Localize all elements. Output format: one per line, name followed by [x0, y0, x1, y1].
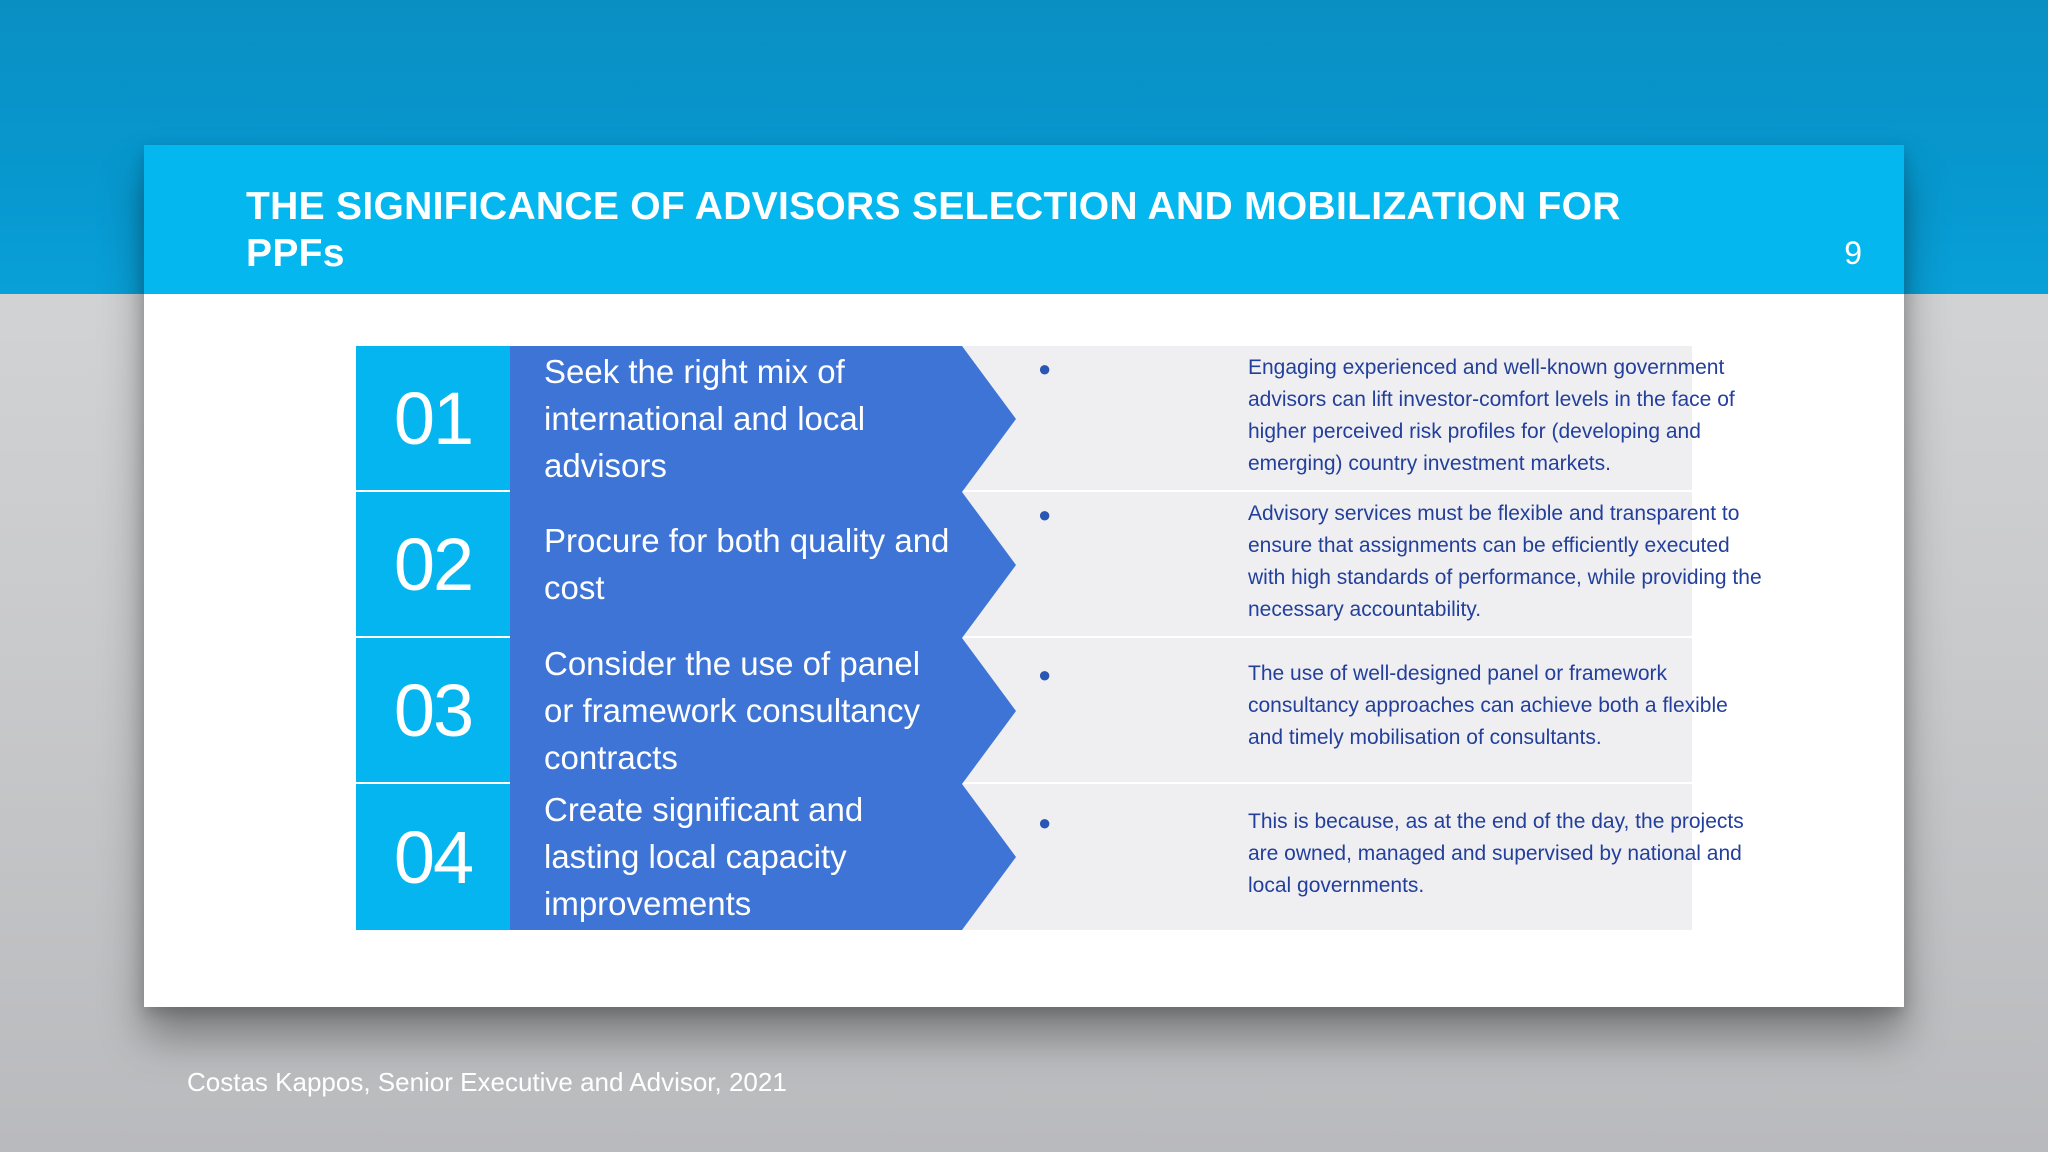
advisor-steps: [356, 346, 1762, 930]
step-row-03: [356, 638, 1728, 784]
slide-number: 9: [1844, 235, 1862, 271]
footer-credit: Costas Kappos, Senior Executive and Advisor, 2021: [187, 1067, 787, 1097]
step-description: Advisory services must be flexible and transparent to ensure that assignments can be efficiently executed with high standards of performance, while providing the necessary accountability.: [1248, 502, 1762, 621]
step-label: Consider the use of panel or framework consultancy contracts: [544, 644, 921, 776]
step-label: Procure for both quality and cost: [544, 522, 950, 606]
bullet-icon: ●: [1038, 662, 1052, 687]
step-description: The use of well-designed panel or framework consultancy approaches can achieve both a flexible and timely mobilisation of consultants.: [1248, 662, 1728, 749]
slide-title: THE SIGNIFICANCE OF ADVISORS SELECTION AND MOBILIZATION FOR PPFs: [246, 185, 1621, 275]
step-number: 03: [356, 638, 510, 782]
step-number: 01: [356, 346, 510, 490]
bullet-icon: ●: [1038, 502, 1052, 527]
step-label: Seek the right mix of international and local advisors: [544, 352, 866, 484]
step-row-04: [356, 784, 1744, 930]
step-label: Create significant and lasting local capacity improvements: [544, 790, 864, 922]
step-description: Engaging experienced and well-known government advisors can lift investor-comfort levels in the face of higher perceived risk profiles for (developing and emerging) country investment markets.: [1248, 356, 1735, 475]
step-row-01: [356, 346, 1735, 492]
slide: [144, 145, 1904, 1007]
step-number: 04: [356, 784, 510, 930]
bullet-icon: ●: [1038, 810, 1052, 835]
step-description: This is because, as at the end of the day, the projects are owned, managed and supervised by national and local governments.: [1248, 810, 1744, 897]
bullet-icon: ●: [1038, 356, 1052, 381]
slide-header: [144, 145, 1904, 294]
step-row-02: [356, 492, 1762, 638]
step-number: 02: [356, 492, 510, 636]
